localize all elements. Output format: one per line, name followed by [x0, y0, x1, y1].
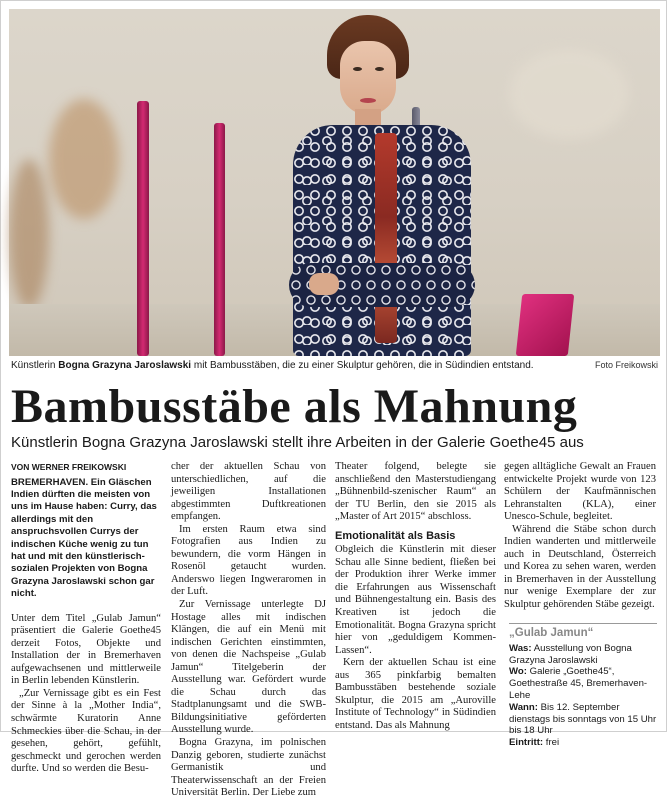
paragraph: Zur Vernissage unterlegte DJ Hostage alles mit indischen Klängen, die auf ein Menü mit indischen Gerichten einstimmten, von denen die Nachspeise „Gulab Jamun“ Titelgeberin der Ausstellung war. Gefördert wurde die Schau durch das Stadtplanungsamt und die SWB-Bildungsinitiative geförderten Ausstellung wurde. — [171, 599, 326, 736]
info-box-title: „Gulab Jamun“ — [509, 627, 594, 639]
wall-stain — [509, 49, 629, 139]
artist-figure — [287, 15, 477, 356]
bamboo-stick — [137, 101, 149, 356]
photo-caption: Künstlerin Bogna Grazyna Jaroslawski mit Bambusstäben, die zu einer Skulptur gehören, die in Südindien entstand. — [11, 360, 534, 371]
byline: VON WERNER FREIKOWSKI — [11, 462, 127, 472]
column-3 — [335, 461, 496, 732]
info-wo: Wo: Galerie „Goethe45“, Goethestraße 45, Bremerhaven-Lehe — [509, 666, 648, 701]
info-box — [509, 623, 657, 749]
photo-caption-row — [11, 360, 658, 374]
info-eintritt: Eintritt: frei — [509, 737, 560, 749]
lead-paragraph: BREMERHAVEN. Ein Gläschen Indien dürften die meisten von uns im Hause haben: Curry, das allerdings mit den anspruchsvollen Currys der indischen Küche wenig zu tun hat und mit den künstlerisch-sozialen Projekten von Bogna Grazyna Jaroslawski schon gar nicht. — [11, 476, 157, 600]
column-4 — [504, 461, 656, 612]
headline: Bambusstäbe als Mahnung — [11, 380, 578, 433]
info-was: Was: Ausstellung von Bogna Grazyna Jaroslawski — [509, 642, 632, 666]
paragraph: Kern der aktuellen Schau ist eine aus 365 pinkfarbig bemalten Bambusstäben bestehende soziale Skulptur, die 2015 am „Auroville Institute of Technology“ in Südindien entstand. Das als Mahnung — [335, 657, 496, 731]
article-photo — [9, 9, 660, 356]
subheadline: Künstlerin Bogna Grazyna Jaroslawski stellt ihre Arbeiten in der Galerie Goethe45 aus — [11, 434, 584, 451]
paragraph: Während die Stäbe schon durch Indien wanderten und mittlerweile auch in Deutschland, Österreich und Korea zu sehen waren, werden in Bremerhaven in der Ausstellung nur wenige Exemplare der zur Skulptur gehörenden Stäbe gezeigt. — [504, 523, 656, 611]
paragraph: „Zur Vernissage gibt es ein Fest der Sinne à la „Mother India“, schwärmte Kuratorin Anne Schmeckies über die Schau, in der gesehen, gehört, gefühlt, geschmeckt und gerochen werden durfte. Und so werden die Besu- — [11, 687, 161, 775]
paragraph: gegen alltägliche Gewalt an Frauen entwickelte Projekt wurde von 123 Schülern der Kaufmännischen Lehranstalten (KLA), einer Unesco-Schule, begleitet. — [504, 461, 656, 523]
wall-stain — [49, 99, 119, 219]
wall-stain — [9, 159, 49, 309]
info-wann: Wann: Bis 12. September dienstags bis sonntags von 15 Uhr bis 18 Uhr — [509, 701, 657, 737]
column-2 — [171, 461, 326, 800]
bamboo-stick — [214, 123, 225, 356]
paragraph: Theater folgend, belegte sie anschließend den Masterstudiengang „Bühnenbild-szenischer Raum“ an der TU Berlin, den sie 2015 als „Master of Art 2015“ abschloss. — [335, 461, 496, 523]
column-1 — [11, 461, 161, 776]
photo-credit: Foto Freikowski — [594, 360, 658, 370]
caption-name: Bogna Grazyna Jaroslawski — [58, 360, 192, 371]
section-heading: Emotionalität als Basis — [335, 529, 456, 542]
paragraph: Bogna Grazyna, im polnischen Danzig geboren, studierte zunächst Germanistik und Theaterwissenschaft an der Freien Universität Berlin. Der Liebe zum — [171, 737, 326, 799]
pink-bamboo-bundle — [516, 294, 575, 356]
paragraph: cher der aktuellen Schau von unterschiedlichen, auf die jeweiligen Installationen abgestimmten Duftkreationen empfangen. — [171, 461, 326, 523]
paragraph: Obgleich die Künstlerin mit dieser Schau alle Sinne bedient, fließen bei der Produktion ihrer Werke immer die Erfahrungen aus Wissenschaft und Bühnengestaltung ein. Basis des Kreativen ist jedoch die Emotionalität. Bogna Grazyna spricht hier von „geduldigem Kommen-Lassen“. — [335, 544, 496, 656]
paragraph: Unter dem Titel „Gulab Jamun“ präsentiert die Galerie Goethe45 derzeit Fotos, Objekte und Installation der in Bremerhaven aufgewachsenen und mittlerweile in Berlin lebenden Künstlerin. — [11, 612, 161, 687]
paragraph: Im ersten Raum etwa sind Fotografien aus Indien zu bewundern, die vorm Hängen in Rosenöl getaucht wurden. Anderswo liegen Ingweraromen in der Luft. — [171, 523, 326, 598]
